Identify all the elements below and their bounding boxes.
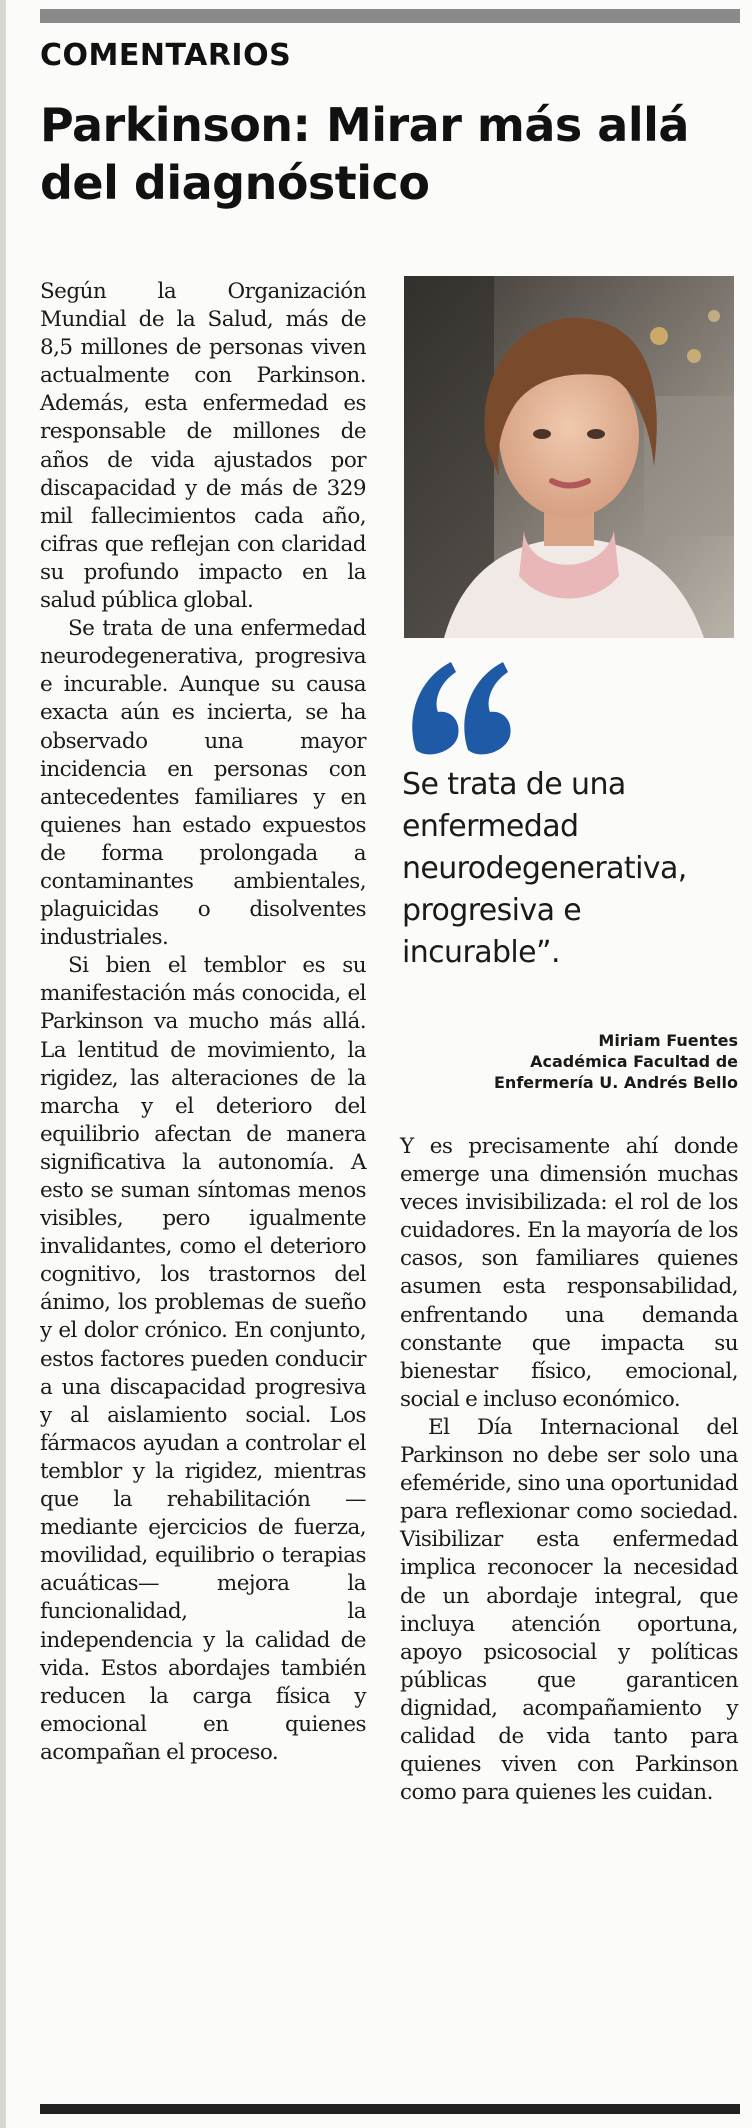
article-column-left <box>40 278 366 1767</box>
quote-mark-right <box>464 662 510 754</box>
author-role: Académica Facultad de <box>530 1052 738 1071</box>
quote-icon <box>406 650 516 760</box>
paragraph: Y es precisamente ahí donde emerge una dimensión muchas veces invisibilizada: el rol de los cuidadores. En la mayoría de los casos, son familiares quienes asumen esta responsabilidad, enfrentando una demanda constante que impacta su bienestar físico, emocional, social e incluso económico. <box>400 1134 738 1412</box>
author-affiliation: Enfermería U. Andrés Bello <box>494 1073 738 1092</box>
headline: Parkinson: Mirar más allá del diagnóstico <box>40 98 689 210</box>
author-photo <box>404 276 734 638</box>
top-rule <box>40 9 740 23</box>
section-label: COMENTARIOS <box>40 38 292 73</box>
paragraph: El Día Internacional del Parkinson no debe ser solo una efeméride, sino una oportunidad para reflexionar como sociedad. Visibilizar esta enfermedad implica reconocer la necesidad de un abordaje integral, que incluya atención oportuna, apoyo psicosocial y políticas públicas que garanticen dignidad, acompañamiento y calidad de vida tanto para quienes viven con Parkinson como para quienes les cuidan. <box>400 1414 738 1806</box>
article-column-right <box>400 1133 738 1807</box>
author-name: Miriam Fuentes <box>598 1031 738 1050</box>
paragraph: Si bien el temblor es su manifestación más conocida, el Parkinson va mucho más allá. La lentitud de movimiento, la rigidez, las alteraciones de la marcha y el deterioro del equilibrio afectan de manera significativa la autonomía. A esto se suman síntomas menos visibles, pero igualmente invalidantes, como el deterioro cognitivo, los trastornos del ánimo, los problemas de sueño y el dolor crónico. En conjunto, estos factores pueden conducir a una discapacidad progresiva y al aislamiento social. Los fármacos ayudan a controlar el temblor y la rigidez, mientras que la rehabilitación —mediante ejercicios de fuerza, movilidad, equilibrio o terapias acuáticas— mejora la funcionalidad, la independencia y la calidad de vida. Estos abordajes también reducen la carga física y emocional en quienes acompañan el proceso. <box>40 953 366 1765</box>
quote-mark-left <box>412 662 458 754</box>
author-byline <box>398 1030 738 1093</box>
paragraph: Se trata de una enfermedad neurodegenerativa, progresiva e incurable. Aunque su causa exacta aún es incierta, se ha observado una mayor incidencia en personas con antecedentes familiares y en quienes han estado expuestos de forma prolongada a contaminantes ambientales, plaguicidas o disolventes industriales. <box>40 616 366 951</box>
paragraph: Según la Organización Mundial de la Salud, más de 8,5 millones de personas viven actualmente con Parkinson. Además, esta enfermedad es responsable de millones de años de vida ajustados por discapacidad y de más de 329 mil fallecimientos cada año, cifras que reflejan con claridad su profundo impacto en la salud pública global. <box>40 279 366 614</box>
pull-quote: Se trata de una enfermedad neurodegenerativa, progresiva e incurable”. <box>402 767 687 970</box>
bottom-rule <box>40 2104 740 2114</box>
page-left-edge <box>0 0 6 2128</box>
